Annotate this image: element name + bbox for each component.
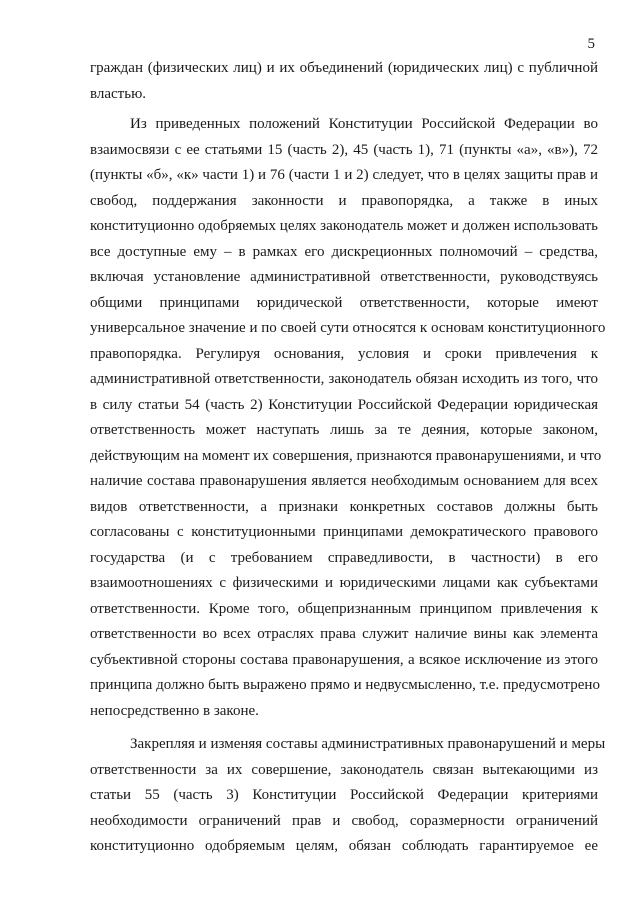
text-line: непосредственно в законе. [90, 702, 259, 719]
text-line: взаимоотношениях с физическими и юридическими лицами как субъектами [90, 575, 598, 591]
text-line: свобод, поддержания законности и правопорядка, а также в иных [90, 192, 598, 209]
text-line: конституционно одобряемым целям, обязан соблюдать гарантируемое ее [90, 838, 598, 854]
paragraph-1 [90, 56, 598, 107]
text-line: административной ответственности, законодатель обязан исходить из того, что [90, 371, 598, 387]
text-line: взаимосвязи с ее статьями 15 (часть 2), 45 (часть 1), 71 (пункты «а», «в»), 72 [90, 141, 598, 158]
body-text [90, 56, 606, 860]
text-line: наличие состава правонарушения является необходимым основанием для всех [90, 473, 598, 489]
text-line: ответственности за их совершение, законодатель связан вытекающими из [90, 761, 598, 778]
text-line: ответственности. Кроме того, общепризнанным принципом привлечения к [90, 600, 598, 617]
text-line: Из приведенных положений Конституции Российской Федерации во [130, 116, 598, 132]
text-line: универсальное значение и по своей сути относятся к основам конституционного [90, 320, 606, 336]
text-line: в силу статьи 54 (часть 2) Конституции Российской Федерации юридическая [90, 396, 598, 413]
text-line: субъективной стороны состава правонарушения, а всякое исключение из этого [90, 651, 598, 668]
text-line: правопорядка. Регулируя основания, условия и сроки привлечения к [90, 345, 598, 362]
text-line: статьи 55 (часть 3) Конституции Российской Федерации критериями [90, 787, 598, 803]
text-line: Закрепляя и изменяя составы административных правонарушений и меры [130, 736, 606, 752]
text-line: государства (и с требованием справедливости, в частности) в его [90, 549, 598, 566]
page-number: 5 [587, 36, 595, 52]
text-line: все доступные ему – в рамках его дискреционных полномочий – средства, [90, 243, 598, 260]
text-line: согласованы с конституционными принципами демократического правового [90, 524, 598, 540]
text-line: общими принципами юридической ответственности, которые имеют [90, 294, 598, 311]
text-line: ответственности во всех отраслях права служит наличие вины как элемента [90, 626, 598, 642]
text-line: ответственность может наступать лишь за те деяния, которые законом, [90, 422, 598, 438]
text-line: конституционно одобряемых целях законодатель может и должен использовать [90, 218, 598, 234]
text-line: включая установление административной ответственности, руководствуясь [90, 269, 598, 285]
text-line: граждан (физических лиц) и их объединений (юридических лиц) с публичной [90, 60, 598, 76]
text-line: действующим на момент их совершения, признаются правонарушениями, и что [90, 447, 602, 464]
text-line: (пункты «б», «к» части 1) и 76 (части 1 и 2) следует, что в целях защиты прав и [90, 167, 598, 183]
text-line: необходимости ограничений прав и свобод, соразмерности ограничений [90, 812, 598, 829]
text-line: властью. [90, 85, 147, 102]
text-line: видов ответственности, а признаки конкретных составов должны быть [90, 498, 598, 515]
paragraph-3 [90, 732, 606, 860]
paragraph-2 [90, 112, 606, 724]
text-line: принципа должно быть выражено прямо и недвусмысленно, т.е. предусмотрено [90, 677, 600, 693]
